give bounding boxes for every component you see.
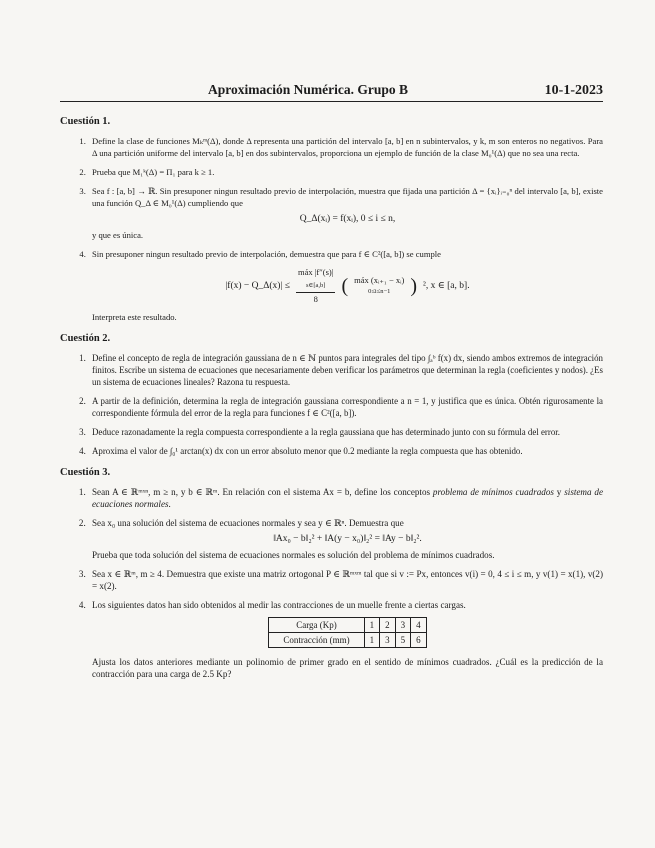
table-cell: 3 [380, 633, 396, 648]
table-cell: 2 [380, 618, 396, 633]
exam-date: 10-1-2023 [544, 83, 603, 98]
question-text: Interpreta este resultado. [92, 312, 177, 322]
question-list [60, 352, 603, 457]
section-title: Cuestión 2. [60, 333, 111, 344]
table-cell: 6 [411, 633, 427, 648]
question-3-3: 3. Sea x ∈ ℝᵐ, m ≥ 4. Demuestra que existe una matriz ortogonal P ∈ ℝᵐˣᵐ tal que si v := Px, entonces v(i) = 0, 4 ≤ i ≤ m, y v(1) = x(1), v(2) = x(2). [88, 568, 603, 592]
table-cell: 1 [364, 618, 380, 633]
table-cell: 3 [395, 618, 411, 633]
question-2-1: 1. Define el concepto de regla de integración gaussiana de n ∈ ℕ puntos para integrales del tipo ∫ₐᵇ f(x) dx, siendo ambos extremos de integración finitos. Escribe un sistema de ecuaciones que necesariamente deben verificar los parámetros que determinan la regla (coeficientes y nodos). ¿Es un sistema de ecuaciones lineales? Razona tu respuesta. [88, 352, 603, 388]
table-cell: 1 [364, 633, 380, 648]
section-title: Cuestión 1. [60, 116, 111, 127]
question-2-4: 4. Aproxima el valor de ∫₀¹ arctan(x) dx con un error absoluto menor que 0.2 mediante la regla compuesta que has obtenido. [88, 445, 603, 457]
table-row [269, 633, 426, 648]
equation: ‖Ax₀ − b‖₂² + ‖A(y − x₀)‖₂² = ‖Ay − b‖₂². [273, 534, 422, 544]
question-3-1: 1. Sean A ∈ ℝᵐˣⁿ, m ≥ n, y b ∈ ℝᵐ. En relación con el sistema Ax = b, define los conceptos problema de mínimos cuadrados y sistema de ecuaciones normales. [88, 486, 603, 510]
section-cuestion-3 [60, 467, 603, 680]
question-3-4: 4. Los siguientes datos han sido obtenidos al medir las contracciones de un muelle frente a ciertas cargas. Carga (Kp) 1 2 3 4 Contracción (mm) 1 3 5 6 Ajusta los datos anteriores mediante un polinomio de primer grado en el sentido de mínimos cuadrados. ¿Cuál es la predicción de la contracción para una carga de 2.5 Kp? [88, 599, 603, 680]
data-table [268, 617, 426, 648]
question-1-1: 1. Define la clase de funciones Mₖᵐ(Δ), donde Δ representa una partición del intervalo [a, b] en n subintervalos, y k, m son enteros no negativos. Para Δ una partición uniforme del intervalo [a, b] en dos subintervalos, proporciona un ejemplo de función de la clase M₀¹(Δ) que no sea una recta. [88, 135, 603, 159]
question-text: y que es única. [92, 230, 144, 240]
equation: Q_Δ(xᵢ) = f(xᵢ), 0 ≤ i ≤ n, [299, 214, 396, 224]
section-cuestion-1 [60, 116, 603, 323]
table-cell: 4 [411, 618, 427, 633]
question-1-2: 2. Prueba que M₁ᵏ(Δ) = Π₁ para k ≥ 1. [88, 166, 603, 178]
table-cell: Contracción (mm) [269, 633, 364, 648]
question-2-2: 2. A partir de la definición, determina la regla de integración gaussiana correspondiente a n = 1, y justifica que es única. Obtén rigurosamente la correspondiente fórmula del error de la regla para funciones f ∈ C²([a, b]). [88, 395, 603, 419]
question-2-3: 3. Deduce razonadamente la regla compuesta correspondiente a la regla gaussiana que has determinado junto con su fórmula del error. [88, 426, 603, 438]
section-cuestion-2 [60, 333, 603, 457]
question-list [60, 135, 603, 323]
question-1-4: 4. Sin presuponer ningun resultado previo de interpolación, demuestra que para f ∈ C²([a, b]) se cumple |f(x) − Q_Δ(x)| ≤ máx |f″(s)| s∈[a,b] 8 ( máx (xᵢ₊₁ − xᵢ) 0≤i≤n−1 ) ², x ∈ [a, b]. Interpreta este resultado. [88, 248, 603, 323]
exam-title: Aproximación Numérica. Grupo B [208, 82, 408, 97]
error-bound-equation: |f(x) − Q_Δ(x)| ≤ máx |f″(s)| s∈[a,b] 8 ( máx (xᵢ₊₁ − xᵢ) 0≤i≤n−1 ) ², x ∈ [a, b]. [225, 267, 470, 304]
question-list [60, 486, 603, 680]
question-1-3: 3. Sea f : [a, b] → ℝ. Sin presuponer ningun resultado previo de interpolación, muestra que fijada una partición Δ = {xᵢ}ᵢ₌₀ⁿ del intervalo [a, b], existe una función Q_Δ ∈ M₀¹(Δ) cumpliendo que Q_Δ(xᵢ) = f(xᵢ), 0 ≤ i ≤ n, y que es única. [88, 185, 603, 241]
question-text: Prueba que toda solución del sistema de ecuaciones normales es solución del problema de mínimos cuadrados. [92, 550, 495, 560]
exam-header [60, 82, 603, 102]
section-title: Cuestión 3. [60, 467, 111, 478]
table-cell: 5 [395, 633, 411, 648]
question-3-2: 2. Sea x₀ una solución del sistema de ecuaciones normales y sea y ∈ ℝⁿ. Demuestra que ‖Ax₀ − b‖₂² + ‖A(y − x₀)‖₂² = ‖Ay − b‖₂². Prueba que toda solución del sistema de ecuaciones normales es solución del problema de mínimos cuadrados. [88, 517, 603, 561]
table-row [269, 618, 426, 633]
table-cell: Carga (Kp) [269, 618, 364, 633]
question-text: Ajusta los datos anteriores mediante un polinomio de primer grado en el sentido de mínimos cuadrados. ¿Cuál es la predicción de la contracción para una carga de 2.5 Kp? [92, 657, 603, 679]
